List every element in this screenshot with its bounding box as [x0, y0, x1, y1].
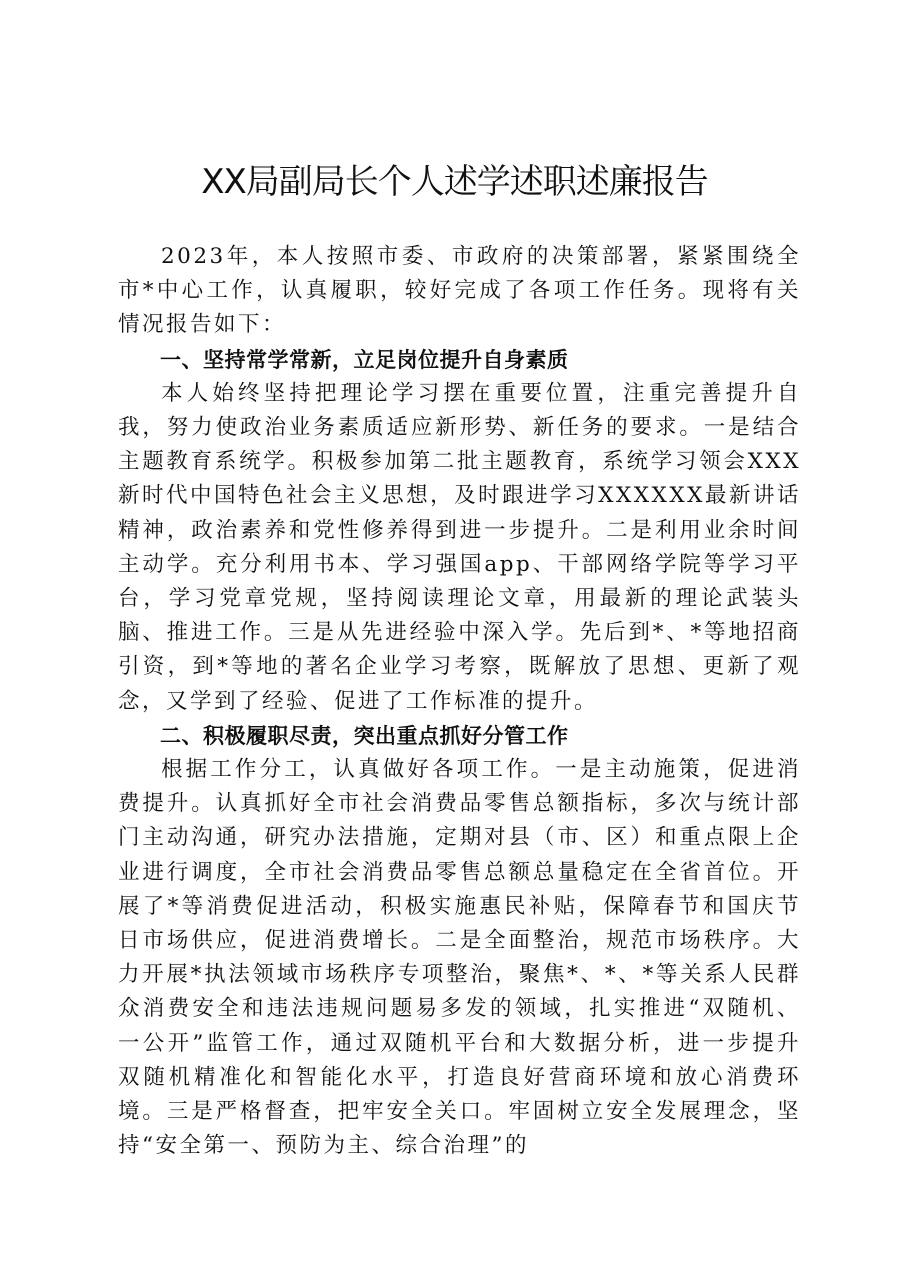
section-2-heading: 二、积极履职尽责，突出重点抓好分管工作 [160, 723, 569, 748]
section-1-heading: 一、坚持常学常新，立足岗位提升自身素质 [160, 347, 569, 372]
section-2-paragraph: 根据工作分工，认真做好各项工作。一是主动施策，促进消费提升。认真抓好全市社会消费品零售总额指标，多次与统计部门主动沟通，研究办法措施，定期对县（市、区）和重点限上企业进行调度，全市社会消费品零售总额总量稳定在全省首位。开展了*等消费促进活动，积极实施惠民补贴，保障春节和国庆节日市场供应，促进消费增长。二是全面整治，规范市场秩序。大力开展*执法领域市场秩序专项整治，聚焦*、*、*等关系人民群众消费安全和违法违规问题易多发的领域，扎实推进“双随机、一公开”监管工作，通过双随机平台和大数据分析，进一步提升双随机精准化和智能化水平，打造良好营商环境和放心消费环境。三是严格督查，把牢安全关口。牢固树立安全发展理念，坚持“安全第一、预防为主、综合治理”的 [118, 757, 801, 1159]
section-1-paragraph: 本人始终坚持把理论学习摆在重要位置，注重完善提升自我，努力使政治业务素质适应新形势、新任务的要求。一是结合主题教育系统学。积极参加第二批主题教育，系统学习领会XXX新时代中国特色社会主义思想，及时跟进学习XXXXXX最新讲话精神，政治素养和党性修养得到进一步提升。二是利用业余时间主动学。充分利用书本、学习强国app、干部网络学院等学习平台，学习党章党规，坚持阅读理论文章，用最新的理论武装头脑、推进工作。三是从先进经验中深入学。先后到*、*等地招商引资，到*等地的著名企业学习考察，既解放了思想、更新了观念，又学到了经验、促进了工作标准的提升。 [118, 380, 801, 714]
intro-paragraph: 2023年，本人按照市委、市政府的决策部署，紧紧围绕全市*中心工作，认真履职，较好完成了各项工作任务。现将有关情况报告如下： [118, 244, 801, 338]
document-title: XX局副局长个人述学述职述廉报告 [201, 162, 708, 202]
document-body [118, 240, 801, 1163]
